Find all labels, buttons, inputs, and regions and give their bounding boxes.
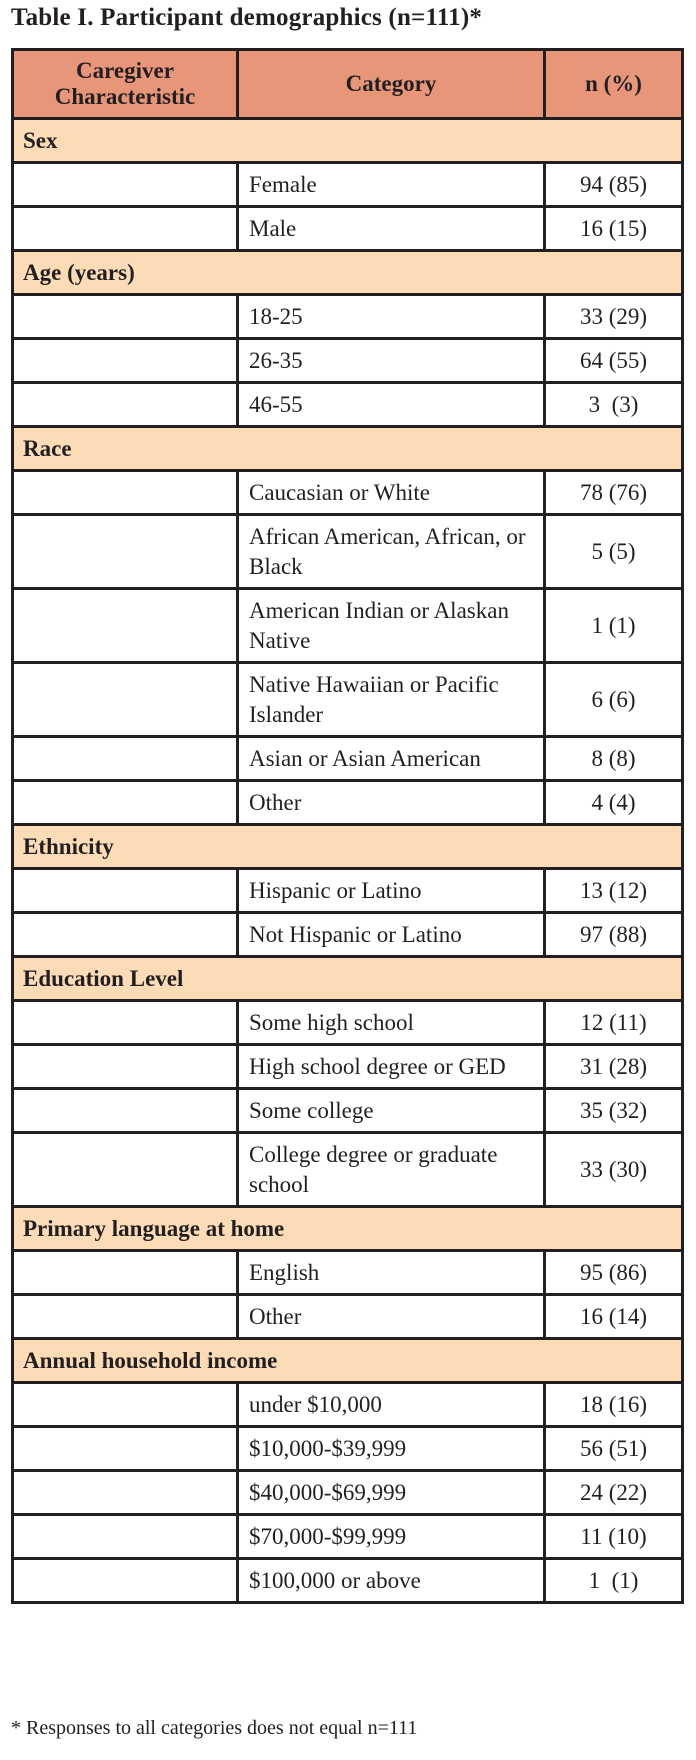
- table-row: [13, 339, 683, 383]
- characteristic-cell: [13, 663, 238, 737]
- group-row: [13, 957, 683, 1001]
- table-row: [13, 589, 683, 663]
- table-row: [13, 1001, 683, 1045]
- category-cell: English: [238, 1251, 545, 1295]
- group-row: [13, 251, 683, 295]
- category-cell: College degree or graduate school: [238, 1133, 545, 1207]
- count-percent-cell: 56 (51): [545, 1427, 683, 1471]
- count-percent-cell: 4 (4): [545, 781, 683, 825]
- category-cell: African American, African, or Black: [238, 515, 545, 589]
- count-percent-cell: 31 (28): [545, 1045, 683, 1089]
- category-cell: American Indian or Alaskan Native: [238, 589, 545, 663]
- category-cell: 18-25: [238, 295, 545, 339]
- count-percent-cell: 11 (10): [545, 1515, 683, 1559]
- group-row: [13, 1207, 683, 1251]
- category-cell: Not Hispanic or Latino: [238, 913, 545, 957]
- category-cell: Some college: [238, 1089, 545, 1133]
- count-percent-cell: 1 (1): [545, 589, 683, 663]
- category-cell: 26-35: [238, 339, 545, 383]
- demographics-table-container: [11, 48, 681, 1604]
- table-row: [13, 471, 683, 515]
- header-n-percent: n (%): [545, 50, 683, 119]
- table-header: [13, 50, 683, 119]
- category-cell: Other: [238, 1295, 545, 1339]
- table-row: [13, 869, 683, 913]
- table-row: [13, 1383, 683, 1427]
- characteristic-cell: [13, 1045, 238, 1089]
- group-label: Race: [13, 427, 683, 471]
- count-percent-cell: 94 (85): [545, 163, 683, 207]
- category-cell: Native Hawaiian or Pacific Islander: [238, 663, 545, 737]
- category-cell: $10,000-$39,999: [238, 1427, 545, 1471]
- characteristic-cell: [13, 737, 238, 781]
- characteristic-cell: [13, 339, 238, 383]
- characteristic-cell: [13, 781, 238, 825]
- characteristic-cell: [13, 1089, 238, 1133]
- characteristic-cell: [13, 1295, 238, 1339]
- table-row: [13, 163, 683, 207]
- count-percent-cell: 5 (5): [545, 515, 683, 589]
- count-percent-cell: 24 (22): [545, 1471, 683, 1515]
- count-percent-cell: 6 (6): [545, 663, 683, 737]
- characteristic-cell: [13, 207, 238, 251]
- table-body: [13, 119, 683, 1603]
- table-row: [13, 737, 683, 781]
- category-cell: under $10,000: [238, 1383, 545, 1427]
- category-cell: Caucasian or White: [238, 471, 545, 515]
- table-row: [13, 1295, 683, 1339]
- count-percent-cell: 78 (76): [545, 471, 683, 515]
- table-row: [13, 781, 683, 825]
- count-percent-cell: 18 (16): [545, 1383, 683, 1427]
- group-row: [13, 427, 683, 471]
- characteristic-cell: [13, 1515, 238, 1559]
- characteristic-cell: [13, 1133, 238, 1207]
- table-row: [13, 383, 683, 427]
- table-row: [13, 1045, 683, 1089]
- header-category: Category: [238, 50, 545, 119]
- characteristic-cell: [13, 163, 238, 207]
- count-percent-cell: 16 (14): [545, 1295, 683, 1339]
- characteristic-cell: [13, 1471, 238, 1515]
- count-percent-cell: 95 (86): [545, 1251, 683, 1295]
- category-cell: $100,000 or above: [238, 1559, 545, 1603]
- count-percent-cell: 64 (55): [545, 339, 683, 383]
- table-row: [13, 1515, 683, 1559]
- group-label: Primary language at home: [13, 1207, 683, 1251]
- count-percent-cell: 33 (29): [545, 295, 683, 339]
- table-row: [13, 1427, 683, 1471]
- characteristic-cell: [13, 515, 238, 589]
- group-label: Sex: [13, 119, 683, 163]
- category-cell: 46-55: [238, 383, 545, 427]
- characteristic-cell: [13, 1001, 238, 1045]
- category-cell: $40,000-$69,999: [238, 1471, 545, 1515]
- table-row: [13, 207, 683, 251]
- characteristic-cell: [13, 913, 238, 957]
- count-percent-cell: 12 (11): [545, 1001, 683, 1045]
- demographics-table: [11, 48, 684, 1604]
- table-title: Table I. Participant demographics (n=111)*: [11, 4, 483, 31]
- characteristic-cell: [13, 383, 238, 427]
- table-row: [13, 1089, 683, 1133]
- table-row: [13, 1559, 683, 1603]
- category-cell: Female: [238, 163, 545, 207]
- count-percent-cell: 8 (8): [545, 737, 683, 781]
- category-cell: Hispanic or Latino: [238, 869, 545, 913]
- footnote: * Responses to all categories does not equal n=111: [11, 1717, 418, 1739]
- characteristic-cell: [13, 471, 238, 515]
- table-row: [13, 663, 683, 737]
- table-row: [13, 1133, 683, 1207]
- header-row: [13, 50, 683, 119]
- characteristic-cell: [13, 589, 238, 663]
- group-label: Ethnicity: [13, 825, 683, 869]
- characteristic-cell: [13, 1383, 238, 1427]
- group-label: Education Level: [13, 957, 683, 1001]
- header-col1-line2: Characteristic: [54, 84, 196, 109]
- count-percent-cell: 16 (15): [545, 207, 683, 251]
- header-col1-line1: Caregiver: [76, 58, 174, 83]
- count-percent-cell: 1 (1): [545, 1559, 683, 1603]
- table-row: [13, 295, 683, 339]
- group-label: Annual household income: [13, 1339, 683, 1383]
- group-row: [13, 825, 683, 869]
- characteristic-cell: [13, 1427, 238, 1471]
- category-cell: Male: [238, 207, 545, 251]
- table-row: [13, 1251, 683, 1295]
- category-cell: Some high school: [238, 1001, 545, 1045]
- characteristic-cell: [13, 1251, 238, 1295]
- count-percent-cell: 13 (12): [545, 869, 683, 913]
- count-percent-cell: 3 (3): [545, 383, 683, 427]
- count-percent-cell: 97 (88): [545, 913, 683, 957]
- characteristic-cell: [13, 1559, 238, 1603]
- count-percent-cell: 35 (32): [545, 1089, 683, 1133]
- count-percent-cell: 33 (30): [545, 1133, 683, 1207]
- category-cell: High school degree or GED: [238, 1045, 545, 1089]
- category-cell: Asian or Asian American: [238, 737, 545, 781]
- category-cell: $70,000-$99,999: [238, 1515, 545, 1559]
- characteristic-cell: [13, 295, 238, 339]
- category-cell: Other: [238, 781, 545, 825]
- table-row: [13, 913, 683, 957]
- table-row: [13, 515, 683, 589]
- group-label: Age (years): [13, 251, 683, 295]
- group-row: [13, 1339, 683, 1383]
- characteristic-cell: [13, 869, 238, 913]
- header-caregiver-characteristic: [13, 50, 238, 119]
- group-row: [13, 119, 683, 163]
- table-row: [13, 1471, 683, 1515]
